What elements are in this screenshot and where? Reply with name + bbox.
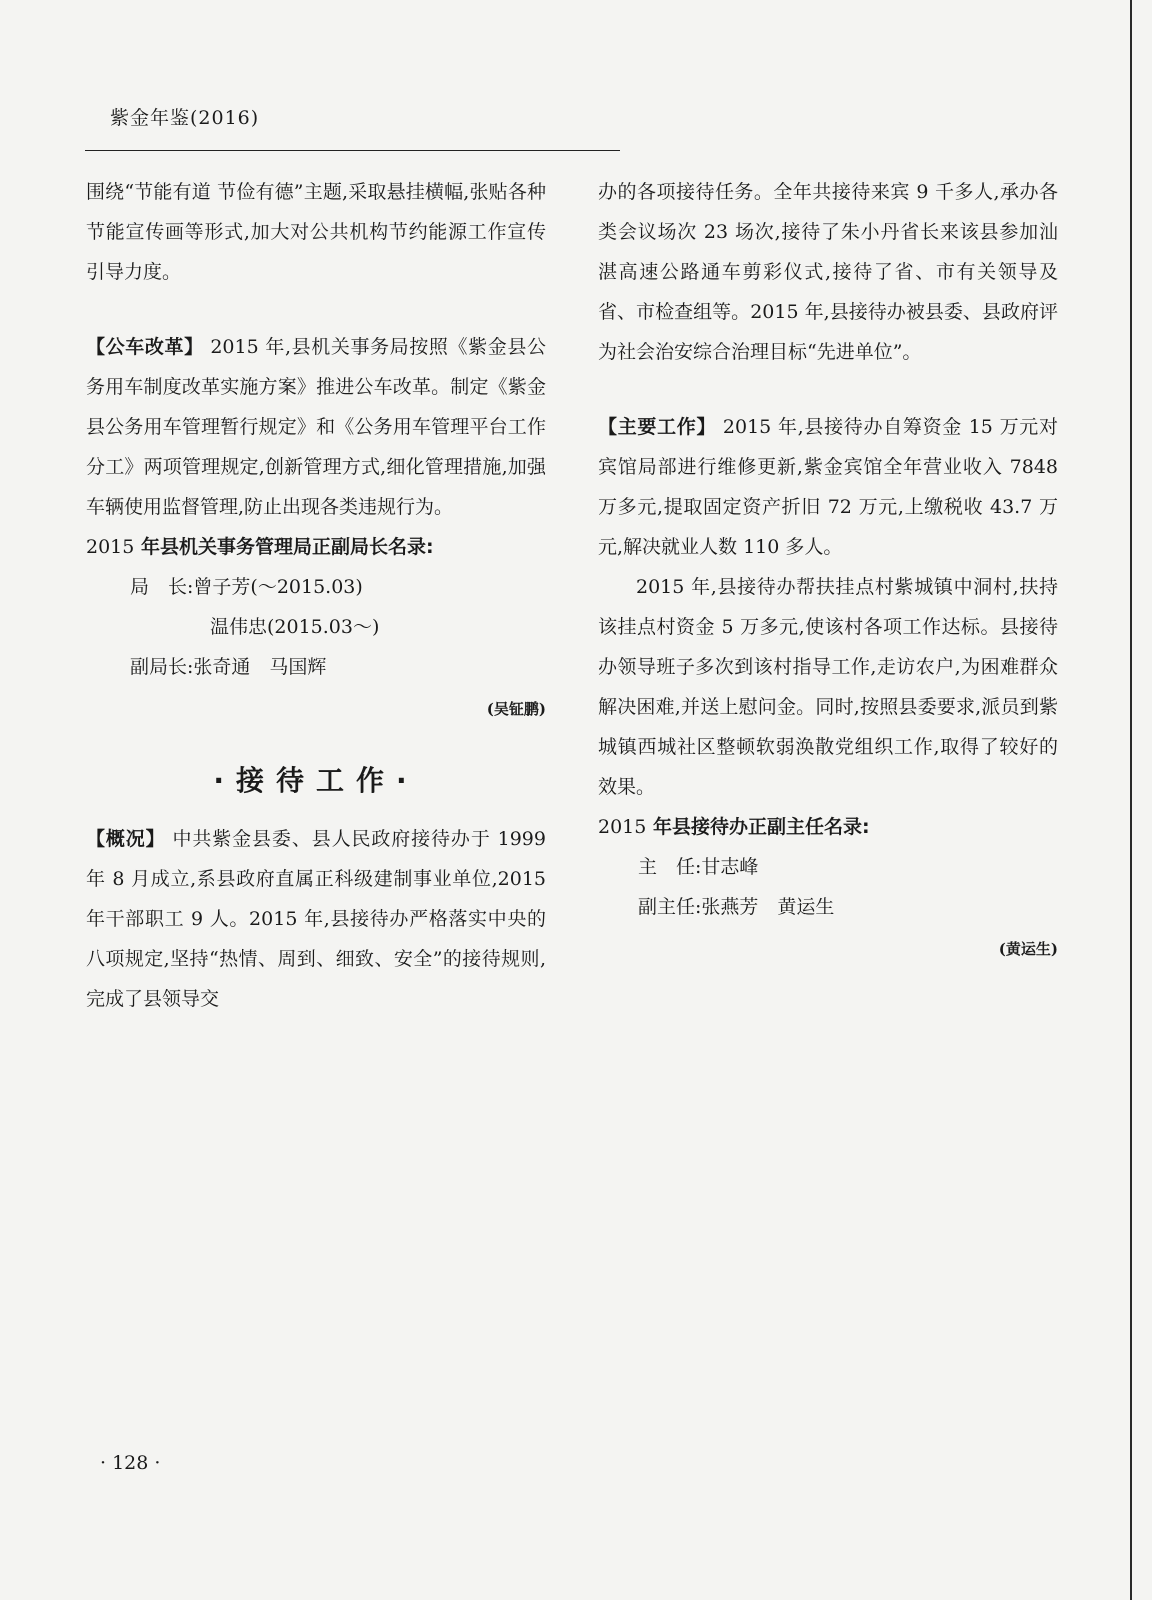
running-header: 紫金年鉴(2016) bbox=[110, 107, 260, 129]
roster2-heading: 年县接待办正副主任名录: bbox=[646, 816, 870, 838]
roster2-year: 2015 bbox=[598, 816, 647, 838]
page-number: · 128 · bbox=[100, 1452, 161, 1474]
section-title: ·接待工作· bbox=[213, 764, 419, 797]
poverty-aid-paragraph: 2015 年,县接待办帮扶挂点村紫城镇中洞村,扶持该挂点村资金 5 万多元,使该村各项工作达标。县接待办领导班子多次到该村指导工作,走访农户,为困难群众解决困难,并送上慰问金。同时,按照县委要求,派员到紫城镇西城社区整顿软弱涣散党组织工作,取得了较好的效果。 bbox=[598, 576, 1058, 798]
roster1-heading: 年县机关事务管理局正副局长名录: bbox=[134, 536, 434, 558]
left-column bbox=[86, 172, 546, 1019]
car-reform-paragraph bbox=[86, 327, 546, 527]
right-column bbox=[598, 172, 1058, 969]
car-reform-label: 【公车改革】 bbox=[86, 336, 204, 358]
main-work-text: 2015 年,县接待办自筹资金 15 万元对宾馆局部进行维修更新,紫金宾馆全年营业收入 7848 万多元,提取固定资产折旧 72 万元,上缴税收 43.7 万元,解决就业人数 110 多人。 bbox=[598, 416, 1058, 558]
roster1-director-2: 温伟忠(2015.03～) bbox=[210, 616, 380, 638]
roster1-deputies: 副局长:张奇通 马国辉 bbox=[130, 656, 327, 678]
roster1-credit: (吴钲鹏) bbox=[486, 700, 546, 718]
roster1-title bbox=[86, 527, 546, 567]
overview-paragraph bbox=[86, 819, 546, 1019]
car-reform-text: 2015 年,县机关事务局按照《紫金县公务用车制度改革实施方案》推进公车改革。制定《紫金县公务用车管理暂行规定》和《公务用车管理平台工作分工》两项管理规定,创新管理方式,细化管理措施,加强车辆使用监督管理,防止出现各类违规行为。 bbox=[86, 336, 546, 518]
page-edge-line bbox=[1130, 0, 1132, 1600]
roster2-credit: (黄运生) bbox=[998, 940, 1058, 958]
energy-paragraph: 围绕“节能有道 节俭有德”主题,采取悬挂横幅,张贴各种节能宣传画等形式,加大对公共机构节约能源工作宣传引导力度。 bbox=[86, 181, 546, 283]
reception-tasks-paragraph: 办的各项接待任务。全年共接待来宾 9 千多人,承办各类会议场次 23 场次,接待了朱小丹省长来该县参加汕湛高速公路通车剪彩仪式,接待了省、市有关领导及省、市检查组等。2015 年,县接待办被县委、县政府评为社会治安综合治理目标“先进单位”。 bbox=[598, 181, 1058, 363]
roster1-director: 局 长:曾子芳(～2015.03) bbox=[130, 576, 363, 598]
overview-text: 中共紫金县委、县人民政府接待办于 1999 年 8 月成立,系县政府直属正科级建制事业单位,2015 年干部职工 9 人。2015 年,县接待办严格落实中央的八项规定,坚持“热情、周到、细致、安全”的接待规则,完成了县领导交 bbox=[86, 828, 546, 1010]
roster2-deputies: 副主任:张燕芳 黄运生 bbox=[638, 896, 835, 918]
roster2-director: 主 任:甘志峰 bbox=[638, 856, 759, 878]
main-work-label: 【主要工作】 bbox=[598, 416, 717, 438]
roster1-year: 2015 bbox=[86, 536, 135, 558]
main-work-paragraph bbox=[598, 407, 1058, 567]
roster2-title bbox=[598, 807, 1058, 847]
overview-label: 【概况】 bbox=[86, 828, 166, 850]
header-rule bbox=[85, 150, 620, 151]
